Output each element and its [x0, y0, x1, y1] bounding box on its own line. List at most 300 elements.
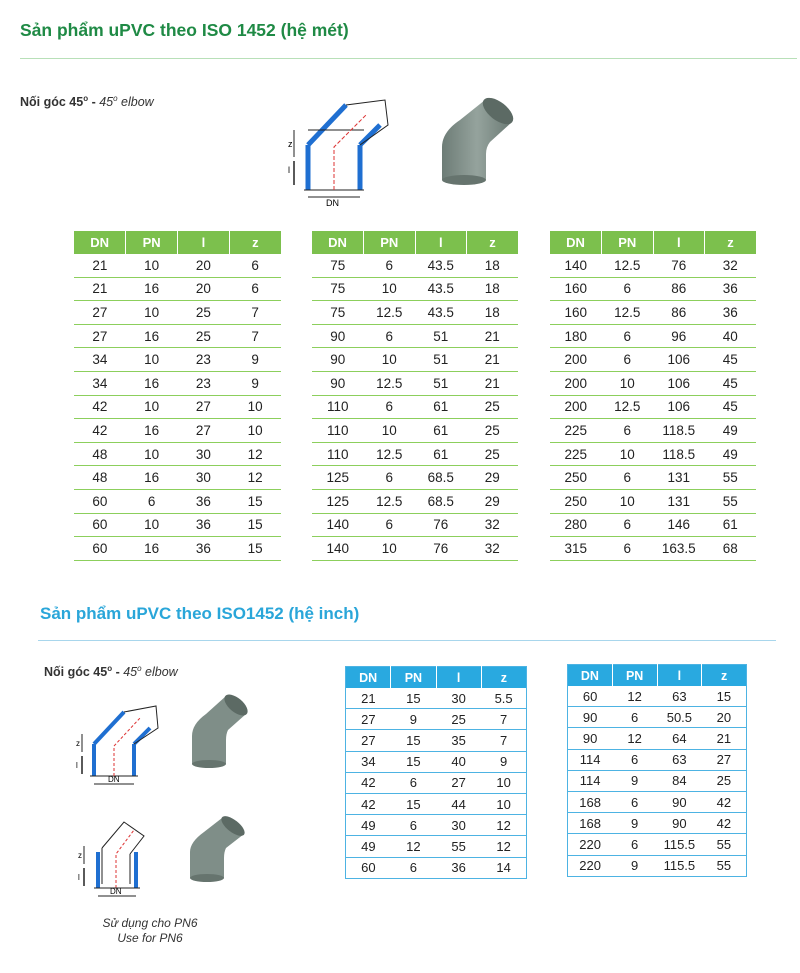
degree-sup: o [107, 664, 113, 673]
cell-z: 40 [705, 324, 757, 348]
cell-l: 25 [436, 709, 481, 730]
cell-pn: 9 [612, 813, 657, 834]
cell-z: 5.5 [481, 688, 526, 709]
table-row [550, 324, 756, 348]
cell-l: 106 [653, 371, 705, 395]
cell-l: 146 [653, 513, 705, 537]
cell-dn: 220 [568, 855, 613, 876]
usage-note-en: Use for PN6 [117, 931, 183, 945]
inch-elbow-diagram-2 [72, 808, 167, 903]
table-body [550, 254, 756, 560]
cell-l: 43.5 [415, 301, 467, 325]
cell-l: 43.5 [415, 277, 467, 301]
cell-z: 10 [481, 772, 526, 793]
cell-z: 15 [702, 686, 747, 707]
cell-z: 10 [481, 793, 526, 814]
inch-elbow-photo-2 [186, 812, 248, 882]
table-row [550, 254, 756, 277]
table-row [550, 371, 756, 395]
cell-pn: 6 [612, 707, 657, 728]
cell-dn: 42 [74, 395, 126, 419]
cell-z: 12 [229, 466, 281, 490]
cell-pn: 10 [126, 301, 178, 325]
cell-z: 49 [705, 419, 757, 443]
product-title-en: 45 [99, 95, 114, 110]
cell-z: 61 [705, 513, 757, 537]
inch-table-2 [567, 664, 747, 877]
table-row [346, 751, 527, 772]
cell-dn: 60 [74, 537, 126, 561]
cell-pn: 16 [126, 324, 178, 348]
table-row [550, 301, 756, 325]
header-dn: DN [568, 665, 613, 687]
diagram-label-z: z [76, 739, 80, 748]
cell-pn: 6 [391, 772, 436, 793]
cell-z: 12 [481, 836, 526, 857]
cell-dn: 42 [74, 419, 126, 443]
cell-z: 9 [229, 371, 281, 395]
table-row [568, 791, 747, 812]
cell-z: 21 [467, 348, 519, 372]
table-row [550, 537, 756, 561]
metric-table-2 [312, 231, 518, 561]
cell-dn: 27 [346, 730, 391, 751]
cell-pn: 6 [602, 348, 654, 372]
cell-dn: 90 [568, 728, 613, 749]
cell-dn: 34 [74, 371, 126, 395]
metric-heading: Sản phẩm uPVC theo ISO 1452 (hệ mét) [20, 20, 349, 40]
diagram-label-l: l [288, 165, 290, 175]
cell-l: 96 [653, 324, 705, 348]
cell-pn: 6 [126, 489, 178, 513]
inch-heading: Sản phẩm uPVC theo ISO1452 (hệ inch) [40, 604, 360, 623]
title-separator: - [112, 665, 124, 680]
cell-z: 36 [705, 301, 757, 325]
diagram-label-dn: DN [110, 887, 122, 896]
cell-l: 30 [178, 466, 230, 490]
table-row [74, 324, 281, 348]
inch-table-1 [345, 666, 527, 879]
cell-z: 20 [702, 707, 747, 728]
header-l: l [436, 667, 481, 689]
cell-dn: 315 [550, 537, 602, 561]
table-row [550, 419, 756, 443]
cell-l: 131 [653, 466, 705, 490]
cell-l: 43.5 [415, 254, 467, 277]
table-row [74, 371, 281, 395]
cell-pn: 16 [126, 419, 178, 443]
table-row [568, 770, 747, 791]
header-dn: DN [550, 231, 602, 254]
table-row [550, 513, 756, 537]
cell-pn: 10 [126, 442, 178, 466]
table-row [346, 815, 527, 836]
cell-l: 36 [178, 537, 230, 561]
cell-z: 15 [229, 489, 281, 513]
cell-l: 76 [415, 513, 467, 537]
cell-dn: 90 [312, 324, 364, 348]
table-body [346, 688, 527, 878]
cell-l: 68.5 [415, 489, 467, 513]
cell-l: 23 [178, 348, 230, 372]
cell-l: 36 [178, 513, 230, 537]
table-row [74, 466, 281, 490]
cell-z: 15 [229, 537, 281, 561]
header-dn: DN [312, 231, 364, 254]
cell-z: 45 [705, 371, 757, 395]
table-row [74, 419, 281, 443]
cell-dn: 34 [346, 751, 391, 772]
cell-pn: 10 [126, 395, 178, 419]
cell-l: 68.5 [415, 466, 467, 490]
header-z: z [467, 231, 519, 254]
cell-l: 36 [436, 857, 481, 878]
cell-l: 30 [436, 688, 481, 709]
cell-z: 45 [705, 348, 757, 372]
cell-dn: 21 [346, 688, 391, 709]
cell-dn: 60 [568, 686, 613, 707]
cell-pn: 6 [612, 749, 657, 770]
table-row [568, 855, 747, 876]
cell-dn: 27 [74, 301, 126, 325]
cell-pn: 6 [364, 466, 416, 490]
cell-z: 21 [467, 371, 519, 395]
metric-table-1 [74, 231, 281, 561]
diagram-label-l: l [78, 873, 80, 882]
cell-dn: 90 [568, 707, 613, 728]
cell-dn: 125 [312, 466, 364, 490]
metric-table-3 [550, 231, 756, 561]
cell-z: 21 [467, 324, 519, 348]
table-row [74, 348, 281, 372]
cell-pn: 12.5 [602, 254, 654, 277]
cell-dn: 168 [568, 813, 613, 834]
table-row [312, 277, 518, 301]
cell-z: 55 [702, 834, 747, 855]
table-row [568, 813, 747, 834]
cell-z: 7 [481, 709, 526, 730]
cell-pn: 10 [602, 442, 654, 466]
table-row [74, 489, 281, 513]
cell-z: 25 [467, 442, 519, 466]
cell-pn: 12 [612, 686, 657, 707]
cell-dn: 21 [74, 277, 126, 301]
cell-l: 86 [653, 301, 705, 325]
cell-dn: 49 [346, 836, 391, 857]
cell-z: 12 [481, 815, 526, 836]
header-dn: DN [74, 231, 126, 254]
table-row [74, 277, 281, 301]
cell-pn: 6 [612, 834, 657, 855]
cell-z: 27 [702, 749, 747, 770]
cell-l: 20 [178, 254, 230, 277]
table-row [312, 419, 518, 443]
table-row [550, 442, 756, 466]
header-dn: DN [346, 667, 391, 689]
cell-l: 51 [415, 348, 467, 372]
table-row [74, 301, 281, 325]
table-body [568, 686, 747, 876]
cell-z: 45 [705, 395, 757, 419]
degree-sup-en: o [137, 664, 142, 673]
cell-l: 90 [657, 791, 702, 812]
cell-z: 32 [467, 513, 519, 537]
cell-pn: 12.5 [364, 442, 416, 466]
cell-z: 29 [467, 489, 519, 513]
cell-pn: 15 [391, 793, 436, 814]
header-pn: PN [126, 231, 178, 254]
cell-z: 55 [702, 855, 747, 876]
cell-dn: 140 [312, 537, 364, 561]
cell-pn: 12 [391, 836, 436, 857]
cell-dn: 48 [74, 466, 126, 490]
cell-pn: 6 [391, 857, 436, 878]
cell-dn: 42 [346, 793, 391, 814]
header-pn: PN [364, 231, 416, 254]
cell-dn: 34 [74, 348, 126, 372]
cell-l: 86 [653, 277, 705, 301]
table-row [568, 686, 747, 707]
cell-z: 18 [467, 254, 519, 277]
diagram-label-z: z [78, 851, 82, 860]
table-row [74, 395, 281, 419]
cell-z: 18 [467, 277, 519, 301]
table-row [74, 442, 281, 466]
cell-z: 7 [229, 324, 281, 348]
cell-z: 6 [229, 254, 281, 277]
header-pn: PN [612, 665, 657, 687]
cell-l: 131 [653, 489, 705, 513]
cell-pn: 10 [364, 537, 416, 561]
cell-z: 36 [705, 277, 757, 301]
cell-pn: 10 [602, 371, 654, 395]
cell-z: 15 [229, 513, 281, 537]
table-row [550, 466, 756, 490]
cell-dn: 60 [346, 857, 391, 878]
cell-pn: 15 [391, 688, 436, 709]
diagram-label-dn: DN [108, 775, 120, 784]
table-row [550, 348, 756, 372]
cell-dn: 110 [312, 419, 364, 443]
degree-sup: o [83, 94, 89, 103]
cell-pn: 12.5 [602, 395, 654, 419]
cell-z: 32 [467, 537, 519, 561]
cell-l: 118.5 [653, 442, 705, 466]
table-row [568, 834, 747, 855]
cell-l: 76 [653, 254, 705, 277]
cell-dn: 250 [550, 466, 602, 490]
cell-l: 63 [657, 686, 702, 707]
cell-l: 50.5 [657, 707, 702, 728]
cell-pn: 6 [602, 513, 654, 537]
cell-dn: 114 [568, 749, 613, 770]
cell-l: 30 [178, 442, 230, 466]
cell-z: 42 [702, 813, 747, 834]
cell-pn: 12 [612, 728, 657, 749]
cell-l: 61 [415, 395, 467, 419]
cell-l: 25 [178, 301, 230, 325]
cell-dn: 160 [550, 277, 602, 301]
cell-dn: 21 [74, 254, 126, 277]
table-row [312, 489, 518, 513]
cell-dn: 90 [312, 371, 364, 395]
cell-dn: 168 [568, 791, 613, 812]
product-title-vi: Nối góc 45 [20, 95, 84, 110]
cell-z: 55 [705, 466, 757, 490]
cell-dn: 114 [568, 770, 613, 791]
cell-l: 44 [436, 793, 481, 814]
cell-pn: 16 [126, 371, 178, 395]
cell-dn: 60 [74, 489, 126, 513]
cell-l: 63 [657, 749, 702, 770]
cell-l: 27 [436, 772, 481, 793]
cell-l: 163.5 [653, 537, 705, 561]
cell-z: 42 [702, 791, 747, 812]
cell-dn: 225 [550, 442, 602, 466]
cell-z: 7 [481, 730, 526, 751]
cell-dn: 75 [312, 277, 364, 301]
cell-dn: 110 [312, 442, 364, 466]
cell-dn: 48 [74, 442, 126, 466]
cell-z: 25 [702, 770, 747, 791]
cell-z: 29 [467, 466, 519, 490]
metric-divider [20, 58, 797, 59]
cell-z: 7 [229, 301, 281, 325]
cell-pn: 16 [126, 466, 178, 490]
cell-l: 36 [178, 489, 230, 513]
cell-pn: 6 [602, 466, 654, 490]
table-row [312, 442, 518, 466]
table-row [550, 489, 756, 513]
table-row [312, 301, 518, 325]
cell-pn: 6 [364, 324, 416, 348]
table-row [346, 688, 527, 709]
cell-pn: 12.5 [364, 489, 416, 513]
product-title-en: 45 [123, 665, 138, 680]
cell-l: 115.5 [657, 834, 702, 855]
cell-z: 9 [229, 348, 281, 372]
product-title-en-rest: elbow [117, 95, 154, 110]
product-title-vi: Nối góc 45 [44, 665, 108, 680]
cell-pn: 10 [364, 419, 416, 443]
cell-pn: 9 [612, 770, 657, 791]
cell-dn: 27 [74, 324, 126, 348]
cell-l: 90 [657, 813, 702, 834]
cell-dn: 250 [550, 489, 602, 513]
cell-z: 25 [467, 395, 519, 419]
table-row [312, 395, 518, 419]
cell-dn: 180 [550, 324, 602, 348]
header-z: z [702, 665, 747, 687]
cell-l: 35 [436, 730, 481, 751]
metric-elbow-photo [430, 92, 520, 187]
cell-l: 23 [178, 371, 230, 395]
cell-l: 118.5 [653, 419, 705, 443]
cell-l: 55 [436, 836, 481, 857]
usage-note [100, 916, 200, 946]
cell-pn: 10 [364, 348, 416, 372]
cell-z: 32 [705, 254, 757, 277]
table-row [346, 772, 527, 793]
table-row [550, 395, 756, 419]
cell-pn: 6 [364, 395, 416, 419]
cell-pn: 6 [364, 513, 416, 537]
cell-z: 18 [467, 301, 519, 325]
table-row [74, 254, 281, 277]
cell-z: 49 [705, 442, 757, 466]
diagram-label-l: l [76, 761, 78, 770]
cell-pn: 15 [391, 751, 436, 772]
table-row [568, 707, 747, 728]
cell-dn: 125 [312, 489, 364, 513]
cell-dn: 110 [312, 395, 364, 419]
diagram-label-dn: DN [326, 198, 339, 208]
cell-l: 27 [178, 419, 230, 443]
cell-dn: 27 [346, 709, 391, 730]
table-row [346, 709, 527, 730]
cell-pn: 12.5 [364, 371, 416, 395]
cell-dn: 49 [346, 815, 391, 836]
inch-product-title [44, 664, 178, 679]
header-l: l [415, 231, 467, 254]
metric-elbow-diagram [280, 85, 400, 210]
cell-pn: 10 [126, 348, 178, 372]
header-pn: PN [602, 231, 654, 254]
cell-l: 84 [657, 770, 702, 791]
cell-z: 55 [705, 489, 757, 513]
cell-dn: 225 [550, 419, 602, 443]
table-row [74, 513, 281, 537]
table-row [346, 857, 527, 878]
table-row [346, 730, 527, 751]
cell-l: 25 [178, 324, 230, 348]
cell-z: 10 [229, 419, 281, 443]
usage-note-vi: Sử dụng cho PN6 [102, 916, 198, 930]
cell-l: 64 [657, 728, 702, 749]
cell-z: 14 [481, 857, 526, 878]
cell-l: 106 [653, 348, 705, 372]
table-row [568, 749, 747, 770]
cell-dn: 140 [312, 513, 364, 537]
product-title-en-rest: elbow [141, 665, 178, 680]
table-row [346, 793, 527, 814]
cell-l: 40 [436, 751, 481, 772]
table-row [346, 836, 527, 857]
table-row [312, 513, 518, 537]
title-separator: - [88, 95, 100, 110]
cell-pn: 10 [126, 513, 178, 537]
cell-z: 10 [229, 395, 281, 419]
table-row [312, 466, 518, 490]
inch-elbow-diagram-1 [72, 694, 167, 794]
header-pn: PN [391, 667, 436, 689]
cell-dn: 42 [346, 772, 391, 793]
cell-dn: 220 [568, 834, 613, 855]
header-l: l [657, 665, 702, 687]
cell-z: 21 [702, 728, 747, 749]
cell-pn: 10 [602, 489, 654, 513]
cell-l: 106 [653, 395, 705, 419]
cell-z: 25 [467, 419, 519, 443]
cell-pn: 10 [126, 254, 178, 277]
header-z: z [229, 231, 281, 254]
cell-z: 68 [705, 537, 757, 561]
cell-pn: 10 [364, 277, 416, 301]
table-row [312, 254, 518, 277]
cell-pn: 6 [602, 419, 654, 443]
table-row [312, 371, 518, 395]
table-row [550, 277, 756, 301]
